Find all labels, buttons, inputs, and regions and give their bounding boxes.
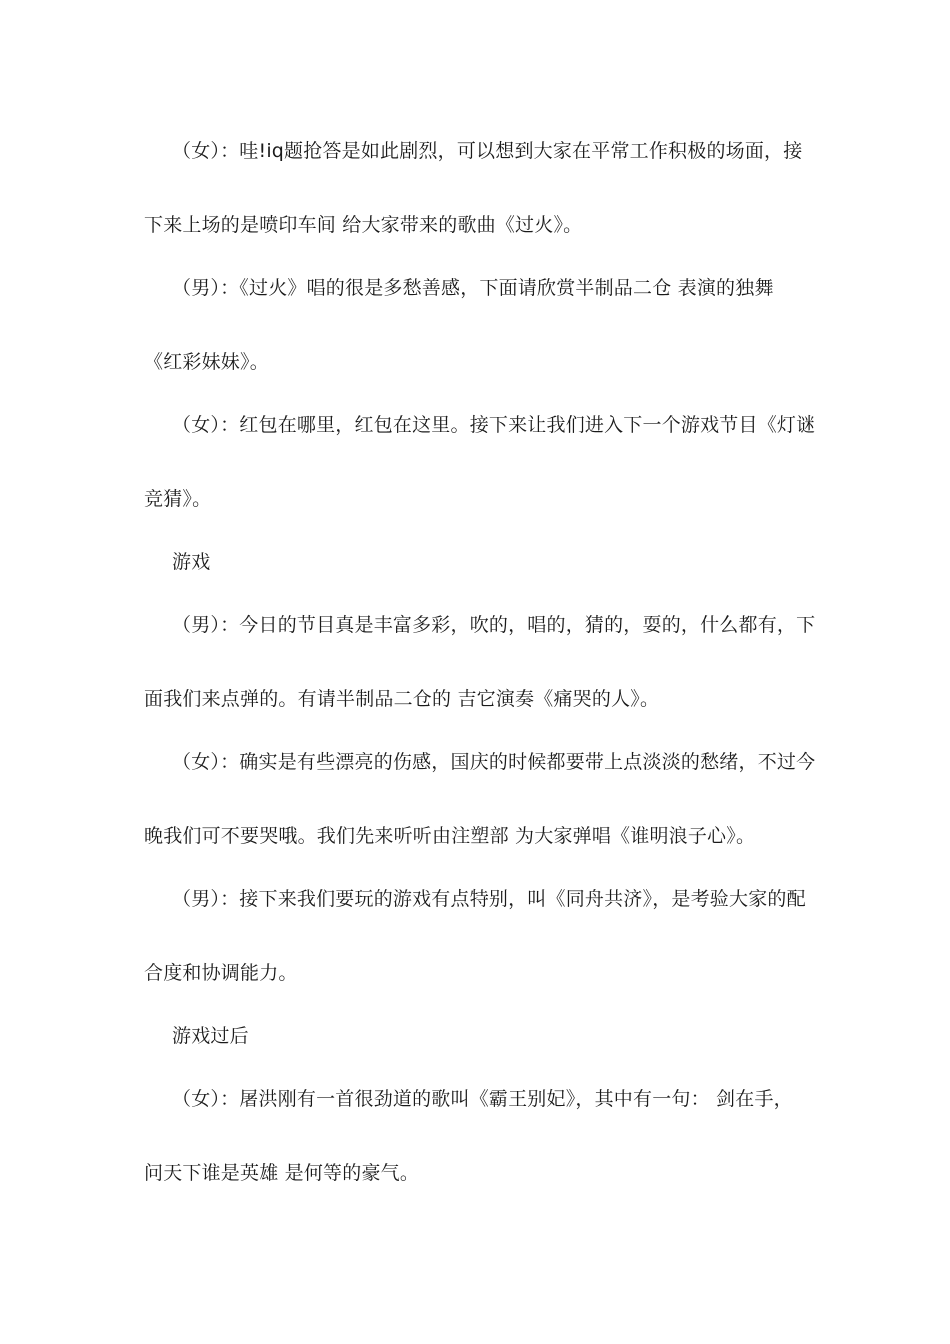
paragraph-line: 竞猜》。 bbox=[144, 488, 212, 510]
section-heading: 游戏过后 bbox=[172, 1025, 249, 1047]
section-heading: 游戏 bbox=[172, 551, 211, 573]
paragraph-line: （女）：屠洪刚有一首很劲道的歌叫《霸王别妃》，其中有一句： 剑在手， bbox=[172, 1088, 793, 1110]
paragraph-line: 面我们来点弹的。有请半制品二仓的 吉它演奏《痛哭的人》。 bbox=[144, 688, 660, 710]
paragraph-line: （女）：哇!iq题抢答是如此剧烈，可以想到大家在平常工作积极的场面，接 bbox=[172, 140, 803, 162]
paragraph-line: 下来上场的是喷印车间 给大家带来的歌曲《过火》。 bbox=[144, 214, 583, 236]
paragraph-line: （男）：接下来我们要玩的游戏有点特别，叫《同舟共济》，是考验大家的配 bbox=[172, 888, 806, 910]
paragraph-line: （男）：《过火》唱的很是多愁善感，下面请欣赏半制品二仓 表演的独舞 bbox=[172, 277, 774, 299]
paragraph-line: 晚我们可不要哭哦。我们先来听听由注塑部 为大家弹唱《谁明浪子心》。 bbox=[144, 825, 756, 847]
paragraph-line: （男）：今日的节目真是丰富多彩，吹的，唱的，猜的，耍的，什么都有，下 bbox=[172, 614, 816, 636]
paragraph-line: 合度和协调能力。 bbox=[144, 962, 298, 984]
paragraph-line: 《红彩妹妹》。 bbox=[144, 351, 269, 373]
paragraph-line: （女）：确实是有些漂亮的伤感，国庆的时候都要带上点淡淡的愁绪，不过今 bbox=[172, 751, 816, 773]
paragraph-line: 问天下谁是英雄 是何等的豪气。 bbox=[144, 1162, 420, 1184]
paragraph-line: （女）：红包在哪里，红包在这里。接下来让我们进入下一个游戏节目《灯谜 bbox=[172, 414, 816, 436]
